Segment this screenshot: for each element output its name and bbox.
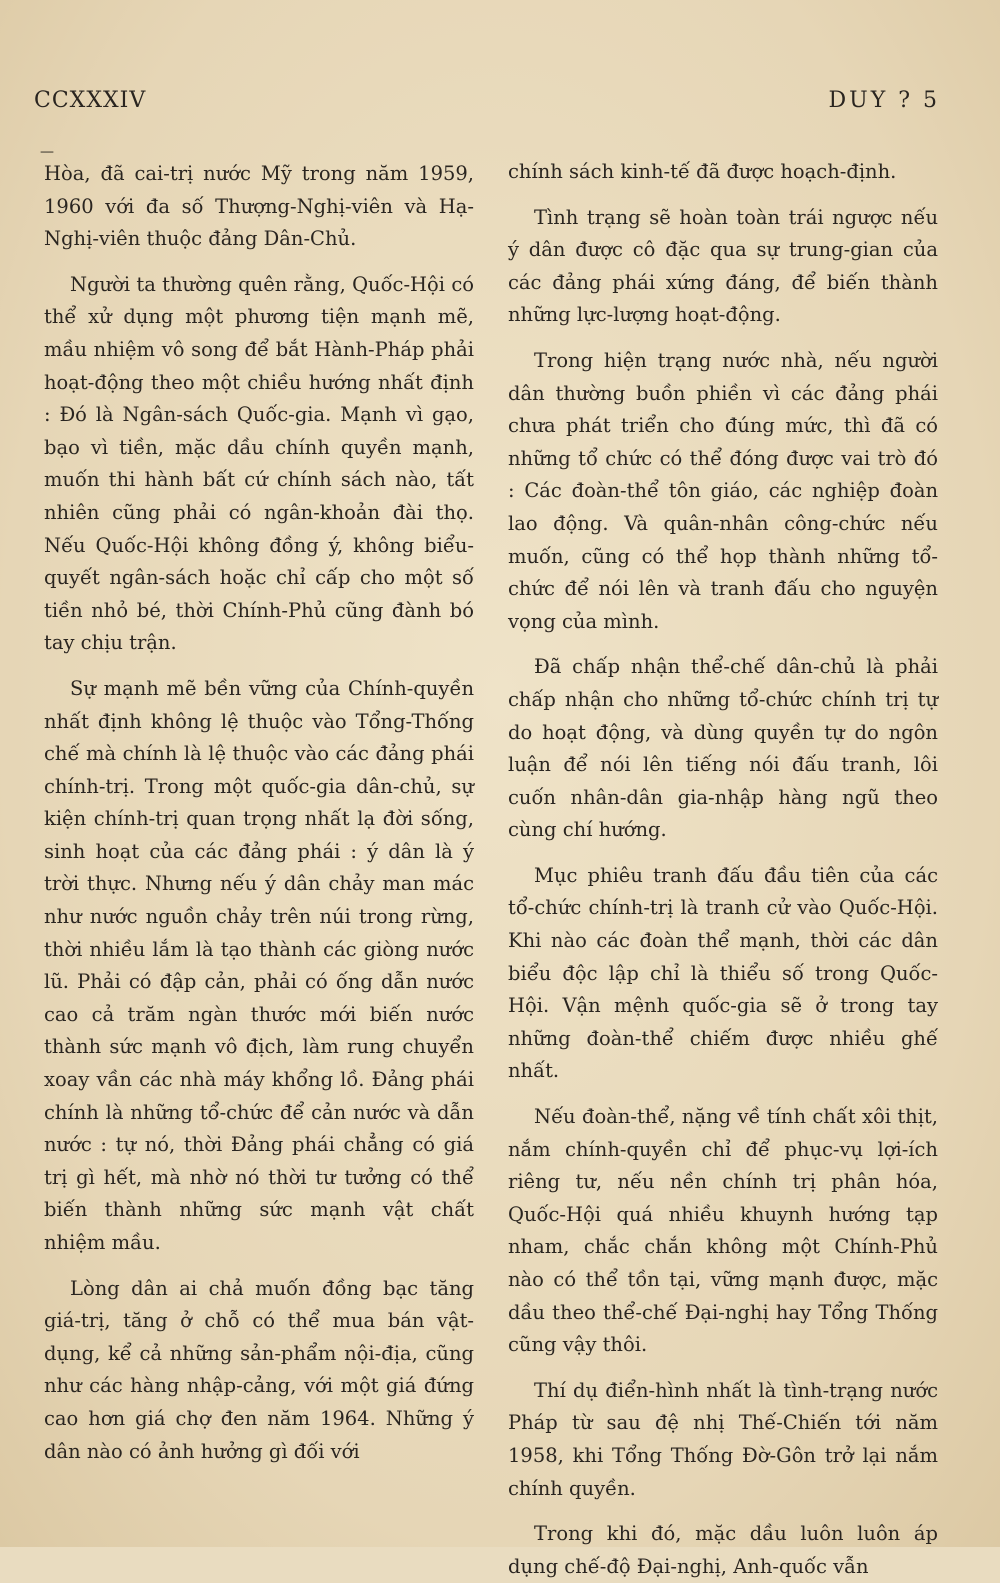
paragraph: Lòng dân ai chả muốn đồng bạc tăng giá-trị, tăng ở chỗ có thể mua bán vật-dụng, kể cả những sản-phẩm nội-địa, cũng như các hàng nhập-cảng, với một giá đứng cao hơn giá chợ đen năm 1964. Những ý dân nào có ảnh hưởng gì đối với xyxy=(44,1276,474,1463)
paragraph: Sự mạnh mẽ bền vững của Chính-quyền nhất định không lệ thuộc vào Tổng-Thống chế mà chính là lệ thuộc vào các đảng phái chính-trị. Trong một quốc-gia dân-chủ, sự kiện chính-trị quan trọng nhất lạ đời sống, sinh hoạt của các đảng phái : ý dân là ý trời thực. Nhưng nếu ý dân chảy man mác như nước nguồn chảy trên núi trong rừng, thời nhiều lắm là tạo thành các giòng nước lũ. Phải có đập cản, phải có ống dẫn nước cao cả trăm ngàn thước mới biến nước thành sức mạnh vô địch, làm rung chuyển xoay vần các nhà máy khổng lồ. Đảng phái chính là những tổ-chức để cản nước và dẫn nước : tự nó, thời Đảng phái chẳng có giá trị gì hết, mà nhờ nó thời tư tưởng có thể biến thành những sức mạnh vật chất nhiệm mầu. xyxy=(44,676,474,1254)
paragraph: Nếu đoàn-thể, nặng về tính chất xôi thịt, nắm chính-quyền chỉ để phục-vụ lợi-ích riêng tư, nếu nền chính trị phân hóa, Quốc-Hội quá nhiều khuynh hướng tạp nham, chắc chắn không một Chính-Phủ nào có thể tồn tại, vững mạnh được, mặc dầu theo thể-chế Đại-nghị hay Tổng Thống cũng vậy thôi. xyxy=(508,1105,938,1357)
header-right: DUY ? 5 xyxy=(828,88,940,113)
paragraph: Tình trạng sẽ hoàn toàn trái ngược nếu ý dân được cô đặc qua sự trung-gian của các đảng phái xứng đáng, để biến thành những lực-lượng hoạt-động. xyxy=(508,205,938,327)
paragraph: chính sách kinh-tế đã được hoạch-định. xyxy=(508,160,897,183)
left-column xyxy=(44,158,474,1468)
header-mark: — xyxy=(40,144,54,160)
paragraph: Mục phiêu tranh đấu đầu tiên của các tổ-chức chính-trị là tranh cử vào Quốc-Hội. Khi nào các đoàn thể mạnh, thời các dân biểu độc lập chỉ là thiểu số trong Quốc-Hội. Vận mệnh quốc-gia sẽ ở trong tay những đoàn-thể chiếm được nhiều ghế nhất. xyxy=(508,863,938,1083)
paragraph: Trong khi đó, mặc dầu luôn luôn áp dụng chế-độ Đại-nghị, Anh-quốc vẫn xyxy=(508,1522,938,1578)
paragraph: Thí dụ điển-hình nhất là tình-trạng nước Pháp từ sau đệ nhị Thế-Chiến tới năm 1958, khi Tổng Thống Đờ-Gôn trở lại nắm chính quyền. xyxy=(508,1378,938,1500)
paragraph: Trong hiện trạng nước nhà, nếu người dân thường buồn phiền vì các đảng phái chưa phát triển cho đúng mức, thì đã có những tổ chức có thể đóng được vai trò đó : Các đoàn-thể tôn giáo, các nghiệp đoàn lao động. Và quân-nhân công-chức nếu muốn, cũng có thể họp thành những tổ-chức để nói lên và tranh đấu cho nguyện vọng của mình. xyxy=(508,348,938,633)
right-column xyxy=(508,156,938,1583)
paragraph: Hòa, đã cai-trị nước Mỹ trong năm 1959, 1960 với đa số Thượng-Nghị-viên và Hạ-Nghị-viên thuộc đảng Dân-Chủ. xyxy=(44,162,474,251)
paragraph: Người ta thường quên rằng, Quốc-Hội có thể xử dụng một phương tiện mạnh mẽ, mầu nhiệm vô song để bắt Hành-Pháp phải hoạt-động theo một chiều hướng nhất định : Đó là Ngân-sách Quốc-gia. Mạnh vì gạo, bạo vì tiền, mặc dầu chính quyền mạnh, muốn thi hành bất cứ chính sách nào, tất nhiên cũng phải có ngân-khoản đài thọ. Nếu Quốc-Hội không đồng ý, không biểu-quyết ngân-sách hoặc chỉ cấp cho một số tiền nhỏ bé, thời Chính-Phủ cũng đành bó tay chịu trận. xyxy=(44,272,474,655)
paragraph: Đã chấp nhận thể-chế dân-chủ là phải chấp nhận cho những tổ-chức chính trị tự do hoạt động, và dùng quyền tự do ngôn luận để nói lên tiếng nói đấu tranh, lôi cuốn nhân-dân gia-nhập hàng ngũ theo cùng chí hướng. xyxy=(508,655,938,842)
page-header xyxy=(34,88,940,118)
header-left: CCXXXIV xyxy=(34,88,147,113)
